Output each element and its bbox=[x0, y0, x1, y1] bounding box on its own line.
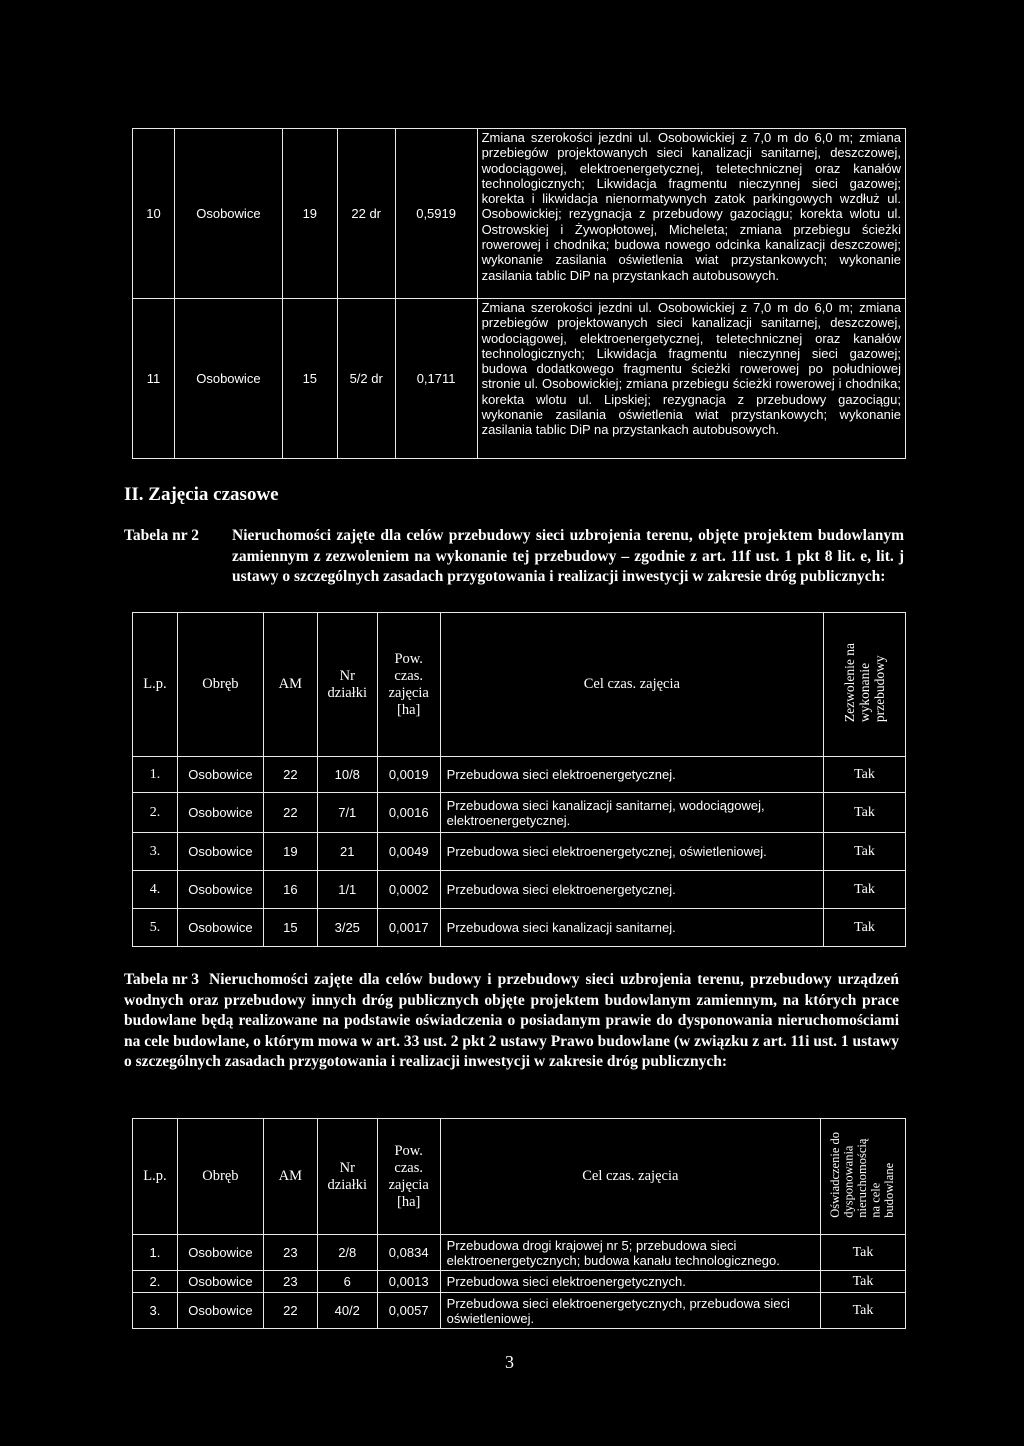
cell-nr: 10/8 bbox=[317, 757, 377, 793]
table2-label: Tabela nr 2 bbox=[124, 527, 199, 544]
cell-pow: 0,0019 bbox=[377, 757, 440, 793]
cell-cel: Przebudowa sieci elektroenergetycznej, oświetleniowej. bbox=[440, 833, 823, 871]
cell-cel: Przebudowa sieci elektroenergetycznej. bbox=[440, 757, 823, 793]
cell-nr: 1/1 bbox=[317, 871, 377, 909]
cell-obreb: Osobowice bbox=[177, 1293, 263, 1329]
table3-label: Tabela nr 3 bbox=[124, 971, 199, 988]
cell-obreb: Osobowice bbox=[177, 1235, 263, 1271]
cell-obreb: Osobowice bbox=[177, 833, 263, 871]
cell-lp: 3. bbox=[133, 833, 178, 871]
table-row bbox=[133, 1293, 906, 1329]
cell-am: 23 bbox=[263, 1235, 317, 1271]
cell-am: 19 bbox=[263, 833, 317, 871]
cell-pow: 0,5919 bbox=[395, 129, 477, 299]
cell-nr: 21 bbox=[317, 833, 377, 871]
cell-oswiadczenie: Tak bbox=[821, 1271, 906, 1293]
page-number: 3 bbox=[505, 1352, 514, 1372]
header-lp: L.p. bbox=[133, 613, 178, 757]
header-nr: Nr działki bbox=[317, 1119, 377, 1235]
cell-lp: 1. bbox=[133, 1235, 178, 1271]
cell-zezwolenie: Tak bbox=[824, 793, 906, 833]
cell-cel: Zmiana szerokości jezdni ul. Osobowickiej z 7,0 m do 6,0 m; zmiana przebiegów projektowanych sieci kanalizacji sanitarnej, deszczowej, wodociągowej, elektroenergetycznej, teletechnicznej oraz kanałów technologicznych; Likwidacja fragmentu nieczynnej sieci gazowej; budowa dodatkowego fragmentu ścieżki rowerowej po południowej stronie ul. Osobowickiej; zmiana przebiegu ścieżki rowerowej i chodnika; korekta wlotu ul. Lipskiej; rezygnacja z przebudowy gazociągu; wykonanie zasilania oświetlenia wiat przystankowych; wykonanie zasilania tablic DiP na przystankach autobusowych. bbox=[477, 299, 905, 459]
header-cel: Cel czas. zajęcia bbox=[440, 1119, 820, 1235]
cell-obreb: Osobowice bbox=[174, 129, 282, 299]
cell-lp: 11 bbox=[133, 299, 175, 459]
cell-oswiadczenie: Tak bbox=[821, 1293, 906, 1329]
table-header-row bbox=[133, 1119, 906, 1235]
table-row bbox=[133, 129, 906, 299]
cell-nr: 6 bbox=[317, 1271, 377, 1293]
table2-caption bbox=[124, 526, 904, 606]
header-lp: L.p. bbox=[133, 1119, 178, 1235]
cell-lp: 2. bbox=[133, 1271, 178, 1293]
table2-description: Nieruchomości zajęte dla celów przebudowy sieci uzbrojenia terenu, objęte projektem budowlanym zamiennym z zezwoleniem na wykonanie tej przebudowy – zgodnie z art. 11f ust. 1 pkt 8 lit. e, lit. j ustawy o szczególnych zasadach przygotowania i realizacji inwestycji w zakresie dróg publicznych: bbox=[232, 527, 904, 586]
cell-obreb: Osobowice bbox=[177, 793, 263, 833]
cell-obreb: Osobowice bbox=[177, 757, 263, 793]
cell-am: 23 bbox=[263, 1271, 317, 1293]
header-pow: Pow. czas. zajęcia [ha] bbox=[377, 1119, 440, 1235]
header-am: AM bbox=[263, 1119, 317, 1235]
cell-pow: 0,0013 bbox=[377, 1271, 440, 1293]
cell-pow: 0,1711 bbox=[395, 299, 477, 459]
cell-pow: 0,0057 bbox=[377, 1293, 440, 1329]
cell-nr: 3/25 bbox=[317, 909, 377, 947]
cell-nr: 40/2 bbox=[317, 1293, 377, 1329]
table-row bbox=[133, 1235, 906, 1271]
cell-cel: Zmiana szerokości jezdni ul. Osobowickiej z 7,0 m do 6,0 m; zmiana przebiegów projektowanych sieci kanalizacji sanitarnej, deszczowej, wodociągowej, elektroenergetycznej, teletechnicznej oraz kanałów technologicznych; Likwidacja fragmentu nieczynnej sieci gazowej; korekta i likwidacja nienormatywnych zatok parkingowych wzdłuż ul. Osobowickiej; rezygnacja z przebudowy gazociągu; korekta wlotu ul. Ostrowskiej i Żywopłotowej, Micheleta; zmiana przebiegu ścieżki rowerowej i chodnika; budowa nowego odcinka kanalizacji deszczowej; wykonanie zasilania oświetlenia wiat przystankowych; wykonanie zasilania tablic DiP na przystankach autobusowych. bbox=[477, 129, 905, 299]
cell-pow: 0,0017 bbox=[377, 909, 440, 947]
cell-lp: 5. bbox=[133, 909, 178, 947]
table-permanent-occupation bbox=[132, 128, 906, 459]
cell-am: 22 bbox=[263, 793, 317, 833]
header-zezwolenie: Zezwolenie na wykonanie przebudowy bbox=[824, 613, 906, 757]
cell-zezwolenie: Tak bbox=[824, 909, 906, 947]
cell-am: 19 bbox=[282, 129, 337, 299]
cell-lp: 2. bbox=[133, 793, 178, 833]
table-row bbox=[133, 909, 906, 947]
table3-caption bbox=[124, 970, 904, 1130]
section-heading: II. Zajęcia czasowe bbox=[124, 484, 279, 505]
cell-nr: 2/8 bbox=[317, 1235, 377, 1271]
table-row bbox=[133, 757, 906, 793]
header-am: AM bbox=[263, 613, 317, 757]
cell-nr: 5/2 dr bbox=[337, 299, 395, 459]
cell-pow: 0,0016 bbox=[377, 793, 440, 833]
cell-cel: Przebudowa sieci kanalizacji sanitarnej, wodociągowej, elektroenergetycznej. bbox=[440, 793, 823, 833]
header-cel: Cel czas. zajęcia bbox=[440, 613, 823, 757]
cell-am: 22 bbox=[263, 757, 317, 793]
cell-lp: 4. bbox=[133, 871, 178, 909]
cell-obreb: Osobowice bbox=[174, 299, 282, 459]
cell-zezwolenie: Tak bbox=[824, 757, 906, 793]
cell-nr: 7/1 bbox=[317, 793, 377, 833]
cell-zezwolenie: Tak bbox=[824, 833, 906, 871]
cell-lp: 10 bbox=[133, 129, 175, 299]
cell-pow: 0,0049 bbox=[377, 833, 440, 871]
header-pow: Pow. czas. zajęcia [ha] bbox=[377, 613, 440, 757]
table-row bbox=[133, 1271, 906, 1293]
cell-am: 15 bbox=[282, 299, 337, 459]
header-oswiadczenie: Oświadczenie do dysponowania nieruchomością na cele budowlane bbox=[821, 1119, 906, 1235]
header-obreb: Obręb bbox=[177, 1119, 263, 1235]
cell-pow: 0,0002 bbox=[377, 871, 440, 909]
cell-am: 15 bbox=[263, 909, 317, 947]
cell-obreb: Osobowice bbox=[177, 871, 263, 909]
header-obreb: Obręb bbox=[177, 613, 263, 757]
cell-oswiadczenie: Tak bbox=[821, 1235, 906, 1271]
table3-description: Nieruchomości zajęte dla celów budowy i przebudowy sieci uzbrojenia terenu, przebudowy urządzeń wodnych oraz przebudowy innych dróg publicznych objęte projektem budowlanym zamiennym, na których prace budowlane będą realizowane na podstawie oświadczenia o posiadanym prawie do dysponowania nieruchomościami na cele budowlane, o którym mowa w art. 33 ust. 2 pkt 2 ustawy Prawo budowlane (w związku z art. 11i ust. 1 ustawy o szczególnych zasadach przygotowania i realizacji inwestycji w zakresie dróg publicznych: bbox=[124, 971, 900, 1071]
table-row bbox=[133, 871, 906, 909]
cell-lp: 1. bbox=[133, 757, 178, 793]
table-row bbox=[133, 299, 906, 459]
table-row bbox=[133, 833, 906, 871]
cell-obreb: Osobowice bbox=[177, 1271, 263, 1293]
table-temporary-occupation bbox=[132, 612, 906, 947]
table-building-rights bbox=[132, 1118, 906, 1329]
cell-am: 16 bbox=[263, 871, 317, 909]
cell-cel: Przebudowa sieci elektroenergetycznych, przebudowa sieci oświetleniowej. bbox=[440, 1293, 820, 1329]
cell-lp: 3. bbox=[133, 1293, 178, 1329]
table-header-row bbox=[133, 613, 906, 757]
cell-pow: 0,0834 bbox=[377, 1235, 440, 1271]
cell-nr: 22 dr bbox=[337, 129, 395, 299]
cell-cel: Przebudowa drogi krajowej nr 5; przebudowa sieci elektroenergetycznych; budowa kanału technologicznego. bbox=[440, 1235, 820, 1271]
header-nr: Nr działki bbox=[317, 613, 377, 757]
cell-cel: Przebudowa sieci elektroenergetycznej. bbox=[440, 871, 823, 909]
cell-cel: Przebudowa sieci elektroenergetycznych. bbox=[440, 1271, 820, 1293]
cell-cel: Przebudowa sieci kanalizacji sanitarnej. bbox=[440, 909, 823, 947]
cell-zezwolenie: Tak bbox=[824, 871, 906, 909]
table-row bbox=[133, 793, 906, 833]
cell-am: 22 bbox=[263, 1293, 317, 1329]
cell-obreb: Osobowice bbox=[177, 909, 263, 947]
